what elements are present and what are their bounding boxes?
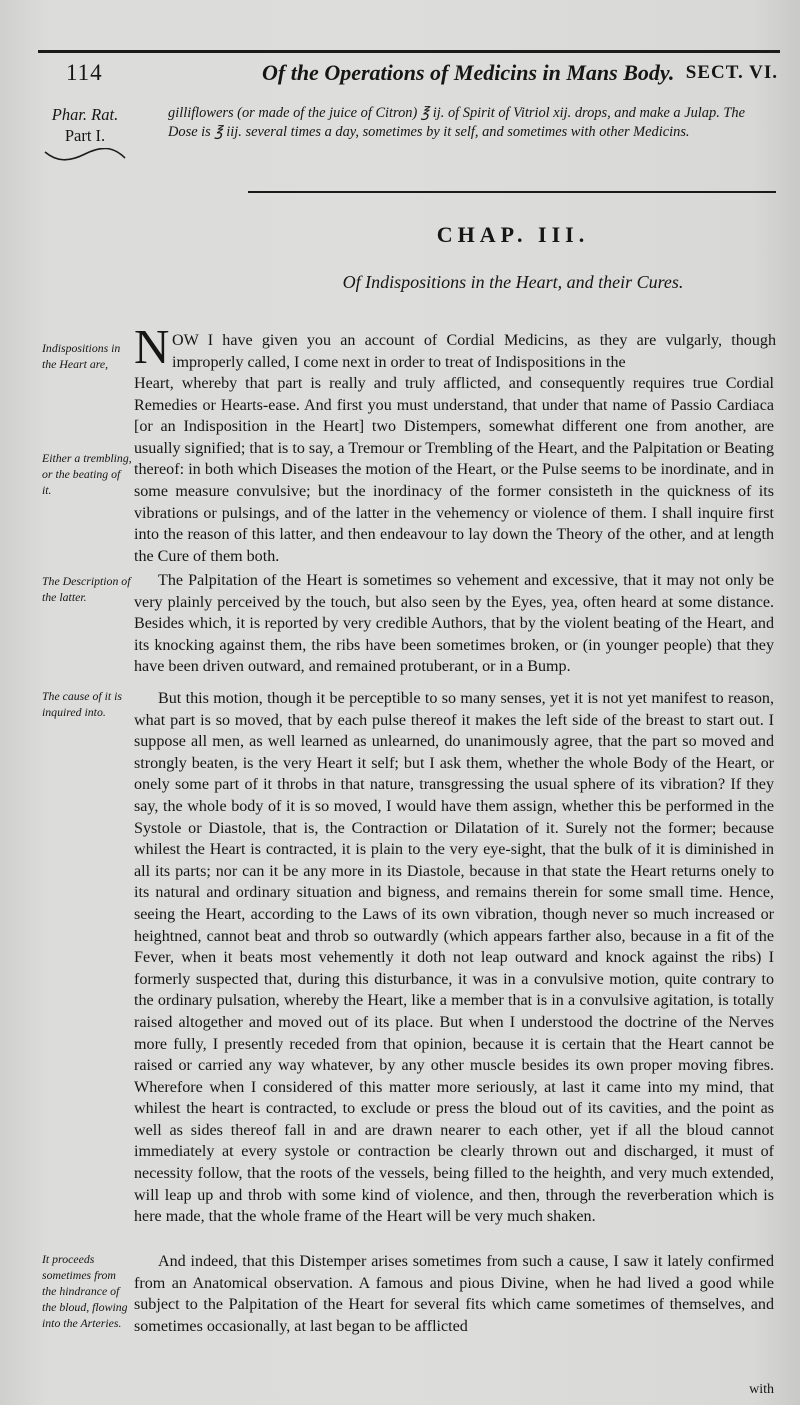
paragraph: The Palpitation of the Heart is sometimes so vehement and excessive, that it may not only be very plainly perceived by the touch, but also seen by the Eyes, yea, often heard at some distance. Besides which, it is reported by very credible Authors, that by the violent beating of the Heart, and its knocking against them, the ribs have been sometimes broken, or (in younger people) that they have been driven outward, and remained protuberant, or in a Bump. [134,572,774,676]
margin-note: The Description of the latter. [42,574,131,604]
part-label-pharmacy: Phar. Rat. [51,105,119,124]
part-marker [40,104,130,162]
chapter-subtitle: Of Indispositions in the Heart, and their Cures. [342,272,684,292]
chapter-rule [248,191,776,193]
paragraph-opening: OW I have given you an account of Cordial Medicins, as they are vulgarly, though improperly called, I come next in order to treat of Indispositions in the [172,332,776,371]
section-label: SECT. VI. [685,62,778,83]
drop-cap: N [134,319,170,374]
running-title: Of the Operations of Medicins in Mans Body. [262,60,675,85]
margin-note: The cause of it is inquired into. [42,689,122,719]
catchword: with [749,1382,774,1397]
paragraph: Heart, whereby that part is really and truly afflicted, and consequently requires true Cordial Remedies or Hearts-ease. And first you must understand, that under that name of Passio Cardiaca [or an Indisposition in the Heart] two Distempers, somewhat different one from another, are usually signified; that is to say, a Tremour or Trembling of the Heart, and the Palpitation or Beating thereof: in both which Diseases the motion of the Heart, or the Pulse seems to be inordinate, and in some measure convulsive; but the inordinacy of the former consisteth in the quickness of its vibrations or pulsings, and of the latter in the vehemency or violence of them. I shall inquire first into the reason of this latter, and then endeavour to lay down the Theory of the other, and at length the Cure of them both. [134,375,774,565]
margin-note: It proceeds sometimes from the hindrance of the bloud, flowing into the Arteries. [42,1252,128,1330]
paragraph: But this motion, though it be perceptible to so many senses, yet it is not yet manifest to reason, what part is so moved, that by each pulse thereof it makes the left side of the breast to start out. I suppose all men, as well learned as unlearned, do unanimously agree, that the part so moved and strongly beaten, is the very Heart it self; but I ask them, whether the whole Body of the Heart, or onely some part of it throbs in that nature, transgressing the usual sphere of its vibration? If they say, the whole body of it is so moved, I would have them assign, whether this be performed in the Systole or Diastole, that is, the Contraction or Dilatation of it. Surely not the former; because whilest the Heart is contracted, it is plain to the very eye-sight, that the bulk of it is diminished in all its parts; nor can it be any more in its Diastole, because in that state the Heart returns onely to its natural and ordinary situation and bigness, and remains therein for some small time. Hence, seeing the Heart, according to the Laws of its own vibration, though never so much increased or heightned, cannot beat and throb so outwardly (which appears farther also, because in a fit of the Fever, when it beats most vehemently it doth not leap outward and knock against the ribs) I formerly suspected that, during this disturbance, it was in a convulsive motion, quite contrary to the ordinary pulsation, whereby the Heart, like a member that is in a convulsive agitation, is totally raised altogether and moved out of its place. But when I understood the doctrine of the Nerves more fully, I presently receded from that opinion, because it is certain that the Heart cannot be raised or carried any way whatever, by any other muscle besides its own proper moving fibres. Wherefore when I considered of this matter more seriously, at last it came into my mind, that whilest the heart is contracted, to exclude or press the bloud out of its cavities, and the point as well as sides thereof fall in and are drawn nearer to each other, yet if all the bloud cannot immediately at every systole or contraction be clearly thrown out and discharged, it must of necessity follow, that the roots of the vessels, being filled to the heighth, and very much extended, will leap up and throb with some kind of violence, and then, through the reverberation which is here made, that the whole frame of the Heart will be very much shaken. [134,690,774,1226]
paragraph: And indeed, that this Distemper arises sometimes from such a cause, I saw it lately confirmed from an Anatomical observation. A famous and pious Divine, when he had lived a good while subject to the Palpitation of the Heart for several fits which came sometimes of themselves, and sometimes occasionally, at last began to be afflicted [134,1253,774,1335]
flourish-ornament-icon [43,148,127,162]
margin-note: Indispositions in the Heart are, [42,341,121,371]
prescription-text: gilliflowers (or made of the juice of Citron) ℥ ij. of Spirit of Vitriol xij. drops, and make a Julap. The Dose is ℥ iij. several times a day, sometimes by it self, and sometimes with other Medicins. [168,105,745,140]
running-head [40,58,780,94]
part-label-number: Part I. [64,126,106,145]
margin-note: Either a trembling, or the beating of it. [42,451,132,497]
page-number: 114 [66,60,103,85]
chapter-title: CHAP. III. [436,222,590,247]
header-rule [38,50,780,53]
